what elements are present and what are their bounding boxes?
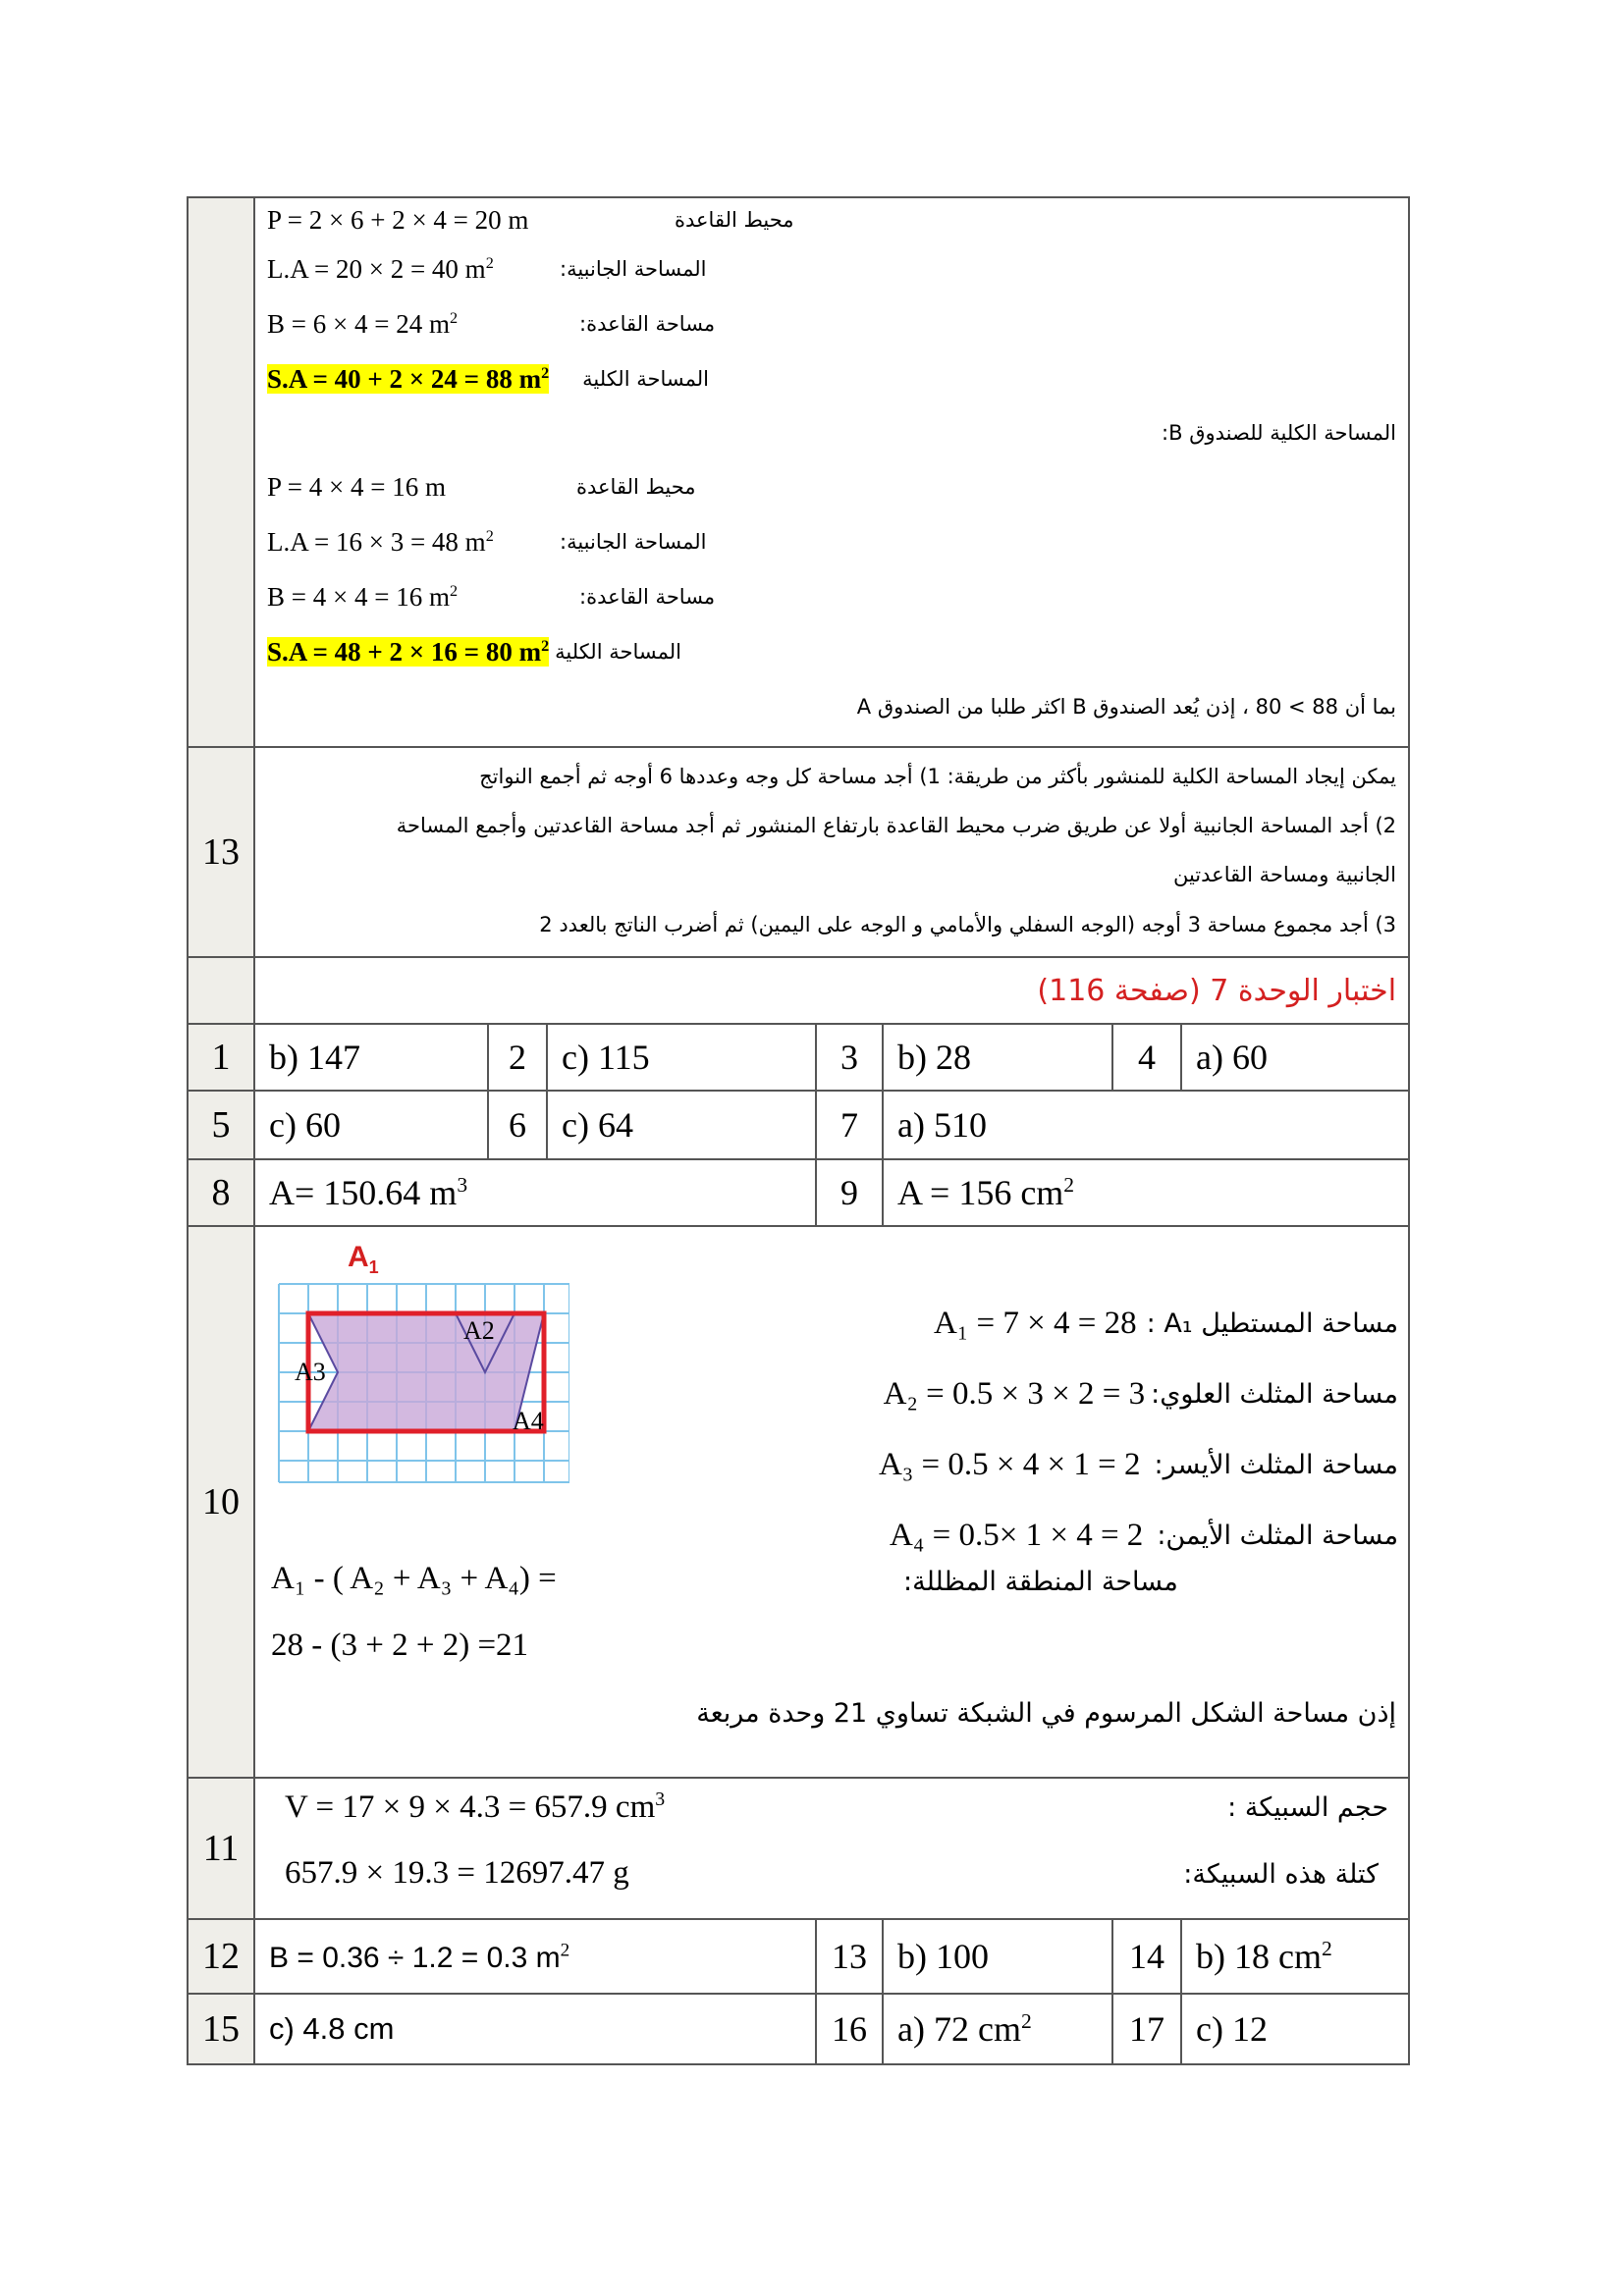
shaded-region	[308, 1313, 544, 1431]
box-b-total-label: المساحة الكلية	[555, 640, 681, 664]
surface-area-solution-row	[188, 197, 1409, 747]
box-b-base	[267, 569, 1396, 624]
left-triangle-label: مساحة المثلث الأيسر:	[1154, 1449, 1399, 1480]
unit-test-title: اختبار الوحدة 7 (صفحة 116)	[254, 957, 1409, 1024]
q10-computations	[770, 1288, 1398, 1571]
answer-table	[187, 196, 1410, 2065]
q1-answer: b) 147	[254, 1024, 488, 1091]
answers-row-6	[188, 1994, 1409, 2064]
box-a-total-label: المساحة الكلية	[582, 367, 709, 391]
q12-number: 12	[188, 1919, 254, 1994]
q6-answer: c) 64	[547, 1091, 816, 1159]
left-triangle-line	[770, 1429, 1398, 1500]
box-b-lateral-math: L.A = 16 × 3 = 48 $m^2$	[267, 526, 494, 557]
q6-number: 6	[488, 1091, 547, 1159]
q4-answer: a) 60	[1181, 1024, 1409, 1091]
row-number-empty	[188, 197, 254, 747]
box-a-base	[267, 296, 1396, 351]
rect-area-label: مساحة المستطيل A₁ :	[1146, 1308, 1399, 1339]
q16-answer: a) 72 $cm^2$	[883, 1994, 1112, 2064]
top-triangle-math: A₂ = 0.5 × 3 × 2 = 3	[883, 1375, 1146, 1412]
conclusion-text: بما أن 88 > 80 ، إذن يُعد الصندوق B اكثر طلبا من الصندوق A	[856, 695, 1397, 719]
box-b-base-label: مساحة القاعدة:	[579, 585, 716, 609]
answers-row-1	[188, 1024, 1409, 1091]
q8-answer: A= 150.64 $m^3$	[254, 1159, 816, 1226]
top-triangle-line	[770, 1359, 1398, 1429]
box-b-base-math: B = 4 × 4 = 16 $m^2$	[267, 581, 459, 612]
q8-number: 8	[188, 1159, 254, 1226]
q2-answer: c) 115	[547, 1024, 816, 1091]
unit-test-title-row	[188, 957, 1409, 1024]
q10-final-answer: إذن مساحة الشكل المرسوم في الشبكة تساوي 21 وحدة مربعة	[696, 1698, 1397, 1729]
volume-label: حجم السبيكة :	[1227, 1792, 1389, 1823]
conclusion-line	[267, 679, 1396, 734]
right-triangle-label: مساحة المثلث الأيمن:	[1157, 1520, 1399, 1551]
volume-math: V = 17 × 9 × 4.3 = 657.9 $cm^3$	[285, 1789, 666, 1825]
shaded-area-expression: A₁ - ( A₂ + A₃ + A₄) =	[271, 1561, 557, 1596]
mass-label: كتلة هذه السبيكة:	[1183, 1859, 1380, 1890]
q1-number: 1	[188, 1024, 254, 1091]
answers-row-2	[188, 1091, 1409, 1159]
q13-row	[188, 747, 1409, 957]
q5-answer: c) 60	[254, 1091, 488, 1159]
box-a-perimeter-label: محيط القاعدة	[675, 208, 794, 232]
q10-number: 10	[188, 1226, 254, 1778]
q3-answer: b) 28	[883, 1024, 1112, 1091]
mass-math: 657.9 × 19.3 = 12697.47 g	[285, 1855, 629, 1891]
right-triangle-line	[770, 1500, 1398, 1571]
box-a-lateral-math: L.A = 20 × 2 = 40 $m^2$	[267, 253, 494, 284]
label-a2: A2	[463, 1316, 495, 1345]
q17-number: 17	[1112, 1994, 1181, 2064]
q7-answer: a) 510	[883, 1091, 1409, 1159]
right-triangle-math: A₄ = 0.5× 1 × 4 = 2	[890, 1517, 1144, 1553]
box-b-heading	[267, 406, 1396, 459]
box-b-lateral-label: المساحة الجانبية:	[560, 530, 707, 554]
shaded-area-label: مساحة المنطقة المظللة:	[903, 1567, 1178, 1597]
q13-line2: 2) أجد المساحة الجانبية أولا عن طريق ضرب محيط القاعدة بارتفاع المنشور ثم أجد مساحة القاعدتين وأجمع المساحة	[396, 814, 1397, 837]
q13-content	[254, 747, 1409, 957]
q13-line3: الجانبية ومساحة القاعدتين	[1172, 863, 1397, 886]
label-a3: A3	[295, 1358, 326, 1386]
q3-number: 3	[816, 1024, 883, 1091]
surface-area-content	[254, 197, 1409, 747]
q11-row	[188, 1778, 1409, 1919]
box-b-lateral	[267, 514, 1396, 569]
q13-test-answer: b) 100	[883, 1919, 1112, 1994]
answer-key-page	[187, 196, 1408, 2065]
top-triangle-label: مساحة المثلث العلوي:	[1151, 1378, 1399, 1410]
box-a-lateral-label: المساحة الجانبية:	[560, 257, 707, 281]
box-b-perimeter	[267, 459, 1396, 514]
q16-number: 16	[816, 1994, 883, 2064]
q5-number: 5	[188, 1091, 254, 1159]
label-a4: A4	[513, 1407, 544, 1435]
q13-line4: 3) أجد مجموع مساحة 3 أوجه (الوجه السفلي والأمامي و الوجه على اليمين) ثم أضرب الناتج بالعدد 2	[539, 913, 1397, 936]
box-b-total	[267, 624, 1396, 679]
box-a-lateral	[267, 241, 1396, 296]
q14-answer: b) 18 $cm^2$	[1181, 1919, 1409, 1994]
q12-answer: B = 0.36 ÷ 1.2 = 0.3 $m^2$	[254, 1919, 816, 1994]
shaded-area-calc: 28 - (3 + 2 + 2) =21	[271, 1628, 529, 1663]
box-b-perimeter-math: P = 4 × 4 = 16 m	[267, 471, 446, 502]
answers-row-3	[188, 1159, 1409, 1226]
box-b-total-math: S.A = 48 + 2 × 16 = 80 $m^2$	[267, 636, 550, 667]
q2-number: 2	[488, 1024, 547, 1091]
q17-answer: c) 12	[1181, 1994, 1409, 2064]
left-triangle-math: A₃ = 0.5 × 4 × 1 = 2	[878, 1446, 1141, 1482]
q13-test-number: 13	[816, 1919, 883, 1994]
q13-number: 13	[188, 747, 254, 957]
box-b-heading-text: المساحة الكلية للصندوق B:	[1162, 421, 1397, 445]
q9-answer: A = 156 $cm^2$	[883, 1159, 1409, 1226]
q14-number: 14	[1112, 1919, 1181, 1994]
q11-content	[254, 1778, 1409, 1919]
box-a-perimeter	[267, 198, 1396, 241]
q9-number: 9	[816, 1159, 883, 1226]
grid-figure	[275, 1280, 569, 1486]
rect-area-math: A₁ = 7 × 4 = 28	[933, 1305, 1137, 1341]
box-b-perimeter-label: محيط القاعدة	[576, 475, 696, 499]
q11-number: 11	[188, 1778, 254, 1919]
box-a-base-math: B = 6 × 4 = 24 $m^2$	[267, 308, 459, 339]
q15-number: 15	[188, 1994, 254, 2064]
box-a-total-math: S.A = 40 + 2 × 24 = 88 $m^2$	[267, 363, 550, 394]
figure-label-a1: $A_1$	[348, 1241, 379, 1277]
q4-number: 4	[1112, 1024, 1181, 1091]
box-a-perimeter-math: P = 2 × 6 + 2 × 4 = 20 m	[267, 204, 529, 235]
row-number-empty	[188, 957, 254, 1024]
answers-row-5	[188, 1919, 1409, 1994]
rect-area-line	[770, 1288, 1398, 1359]
q10-content	[254, 1226, 1409, 1778]
q7-number: 7	[816, 1091, 883, 1159]
q15-answer: c) 4.8 cm	[254, 1994, 816, 2064]
q13-line1: يمكن إيجاد المساحة الكلية للمنشور بأكثر من طريقة: 1) أجد مساحة كل وجه وعددها 6 أوجه ثم أجمع النواتج	[479, 765, 1397, 788]
box-a-base-label: مساحة القاعدة:	[579, 312, 716, 336]
box-a-total	[267, 351, 1396, 406]
q10-row	[188, 1226, 1409, 1778]
